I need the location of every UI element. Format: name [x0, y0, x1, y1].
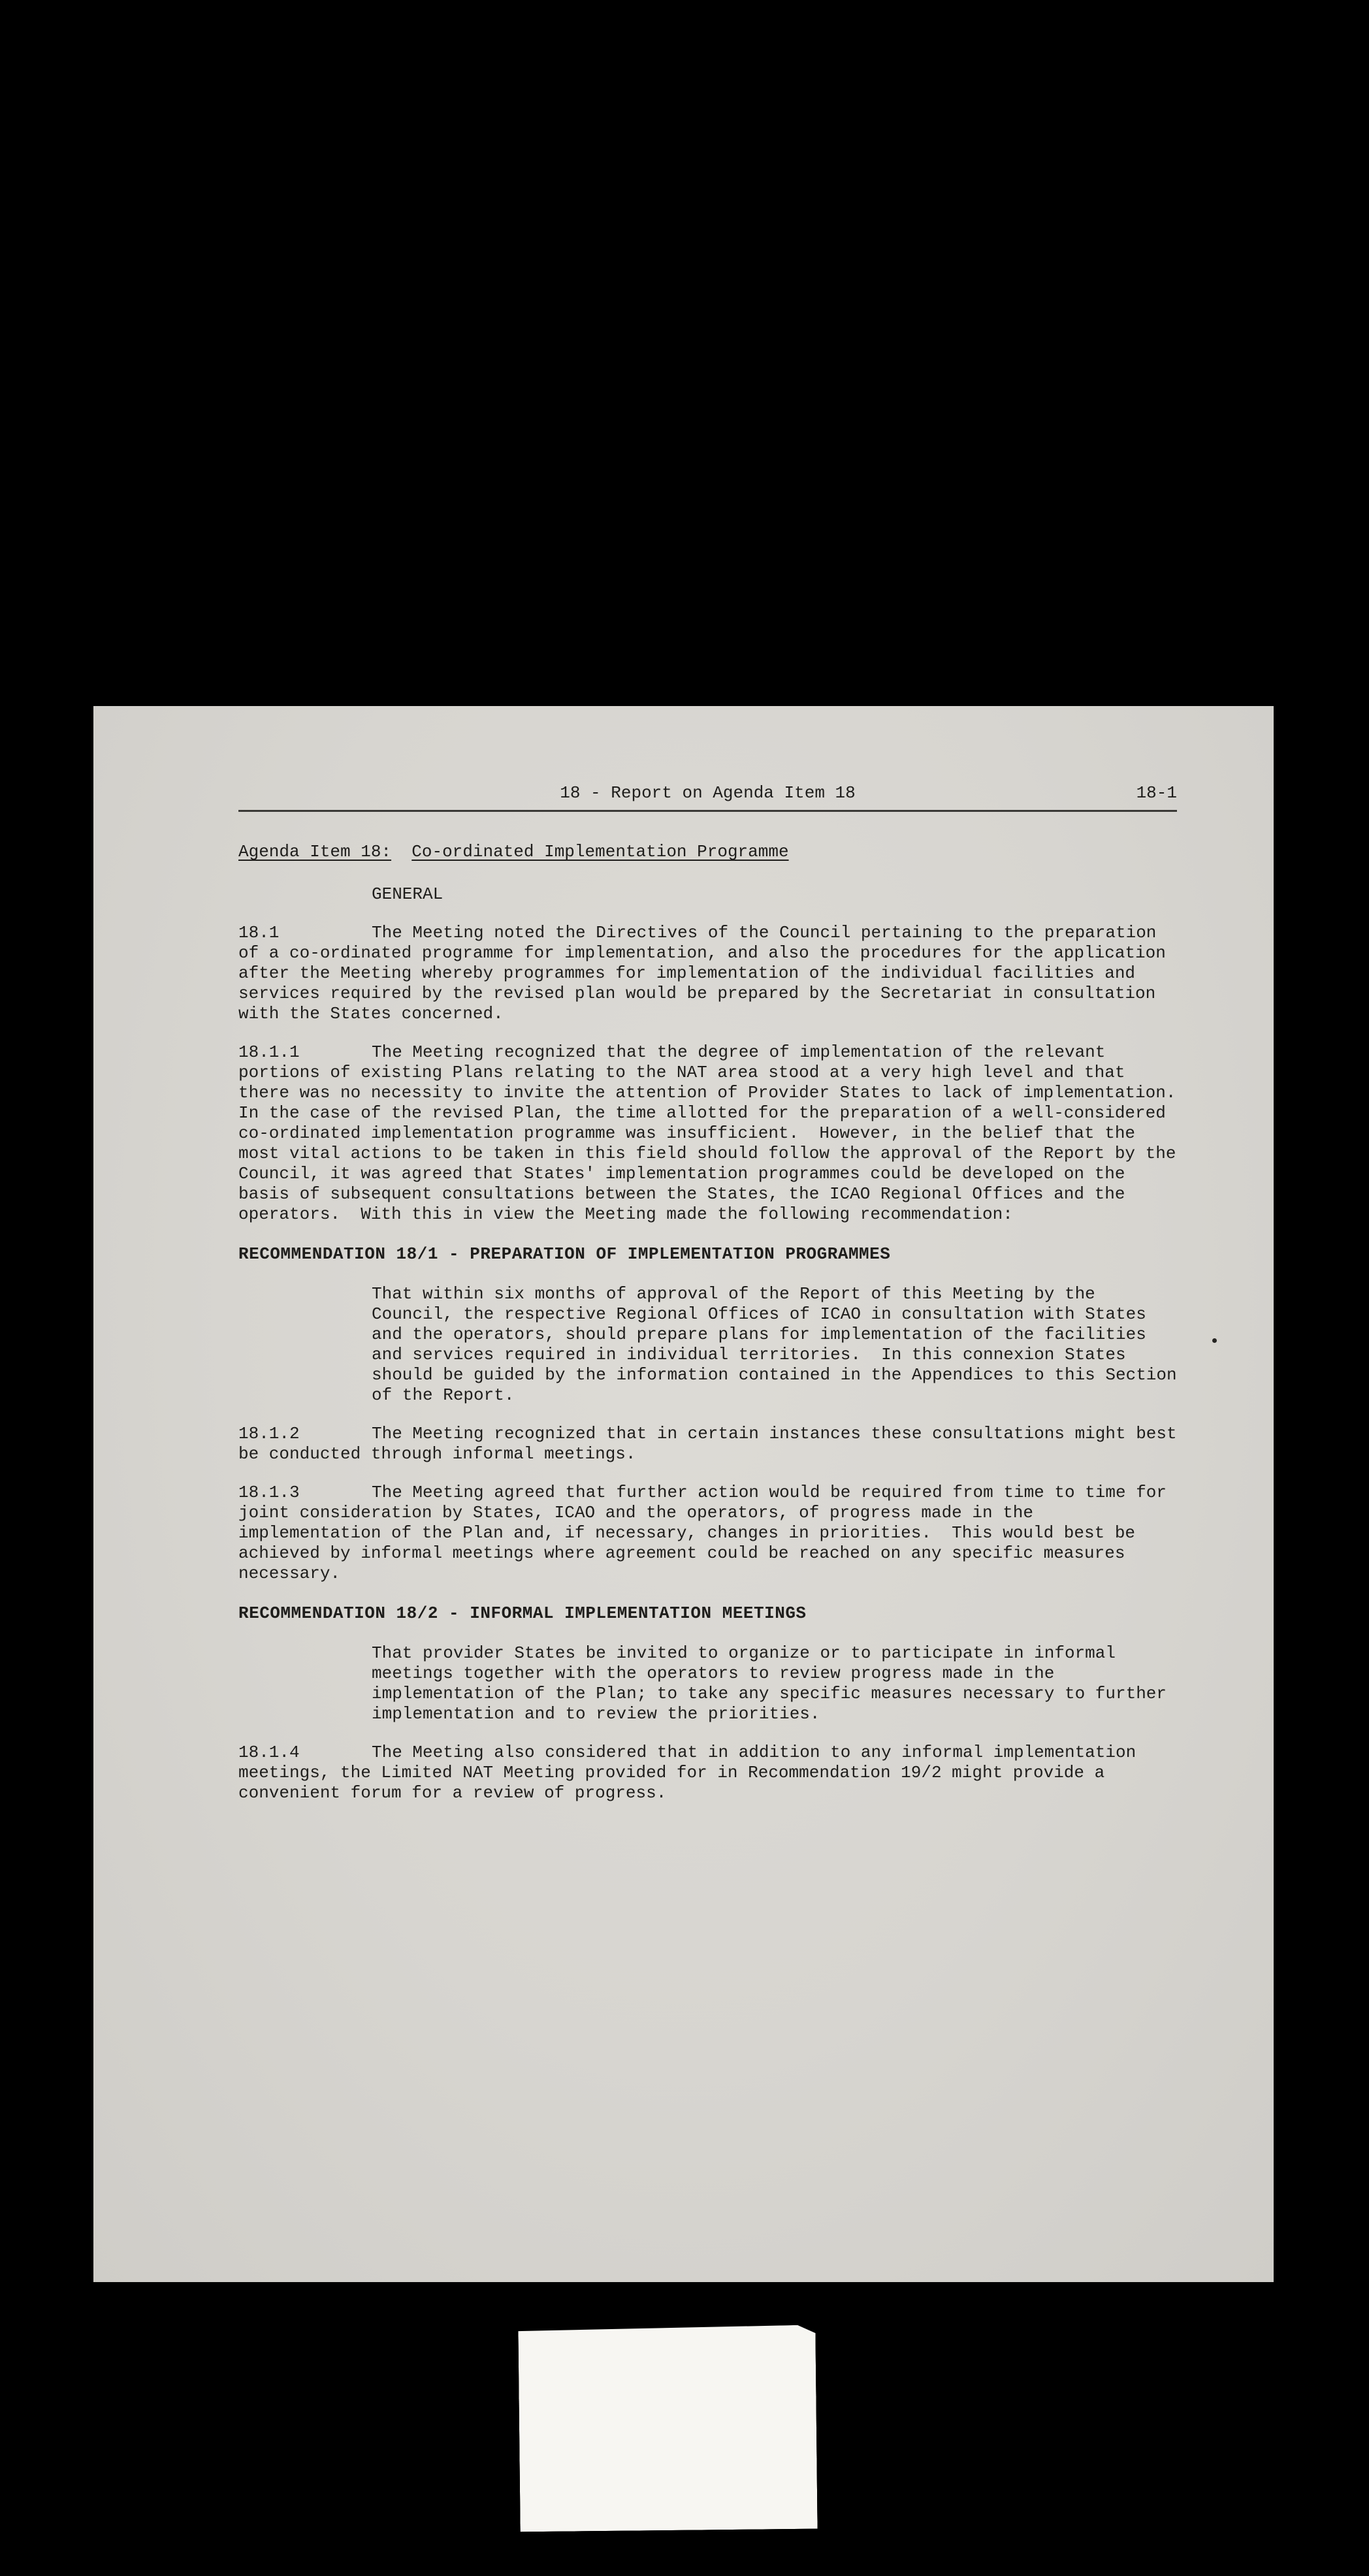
- paragraph-18-1-4: [238, 1743, 1177, 1803]
- page-header: [238, 783, 1177, 803]
- recommendation-18-1-heading: RECOMMENDATION 18/1 - PREPARATION OF IMPLEMENTATION PROGRAMMES: [238, 1244, 891, 1264]
- paragraph-18-1: [238, 923, 1177, 1024]
- recommendation-18-2-body: That provider States be invited to organize or to participate in informal meetings together with the operators to review progress made in the implementation of the Plan; to take any specific measures necessary to further implementation and to review the priorities.: [372, 1643, 1177, 1724]
- paragraph-text: The Meeting noted the Directives of the Council pertaining to the preparation of a co-ordinated programme for implementation, and also the procedures for the application after the Meeting whereby programmes for implementation of the individual facilities and services required by the revised plan would be prepared by the Secretariat in consultation with the States concerned.: [238, 923, 1176, 1023]
- paragraph-text: The Meeting also considered that in addition to any informal implementation meetings, the Limited NAT Meeting provided for in Recommendation 19/2 might provide a convenient forum for a review of progress.: [238, 1743, 1146, 1803]
- paragraph-text: The Meeting recognized that in certain instances these consultations might best be conducted through informal meetings.: [238, 1424, 1187, 1464]
- agenda-item-title: Co-ordinated Implementation Programme: [411, 842, 789, 861]
- header-rule: [238, 810, 1177, 812]
- paragraph-text: The Meeting agreed that further action would be required from time to time for joint consideration by States, ICAO and the operators, of progress made in the implementation of the Plan and, if necessary, changes in priorities. This would best be achieved by informal meetings where agreement could be reached on any specific measures necessary.: [238, 1483, 1177, 1583]
- recommendation-18-1-body: That within six months of approval of the Report of this Meeting by the Council, the respective Regional Offices of ICAO in consultation with States and the operators, should prepare plans for implementation of the facilities and services required in individual territories. In this connexion States should be guided by the information contained in the Appendices to this Section of the Report.: [372, 1284, 1187, 1405]
- page-number: 18-1: [1136, 783, 1177, 803]
- paragraph-18-1-1: [238, 1042, 1197, 1225]
- agenda-item-heading: [238, 842, 1177, 862]
- scan-speck: [1212, 1338, 1217, 1343]
- paragraph-number: 18.1.4: [238, 1743, 300, 1762]
- section-label-general: GENERAL: [372, 884, 443, 904]
- paragraph-number: 18.1.1: [238, 1042, 300, 1062]
- agenda-item-label: Agenda Item 18:: [238, 842, 392, 861]
- paragraph-number: 18.1.2: [238, 1424, 300, 1443]
- paragraph-text: The Meeting recognized that the degree of implementation of the relevant portions of existing Plans relating to the NAT area stood at a very high level and that there was no necessity to invite the attention of Provider States to lack of implementation. In the case of the revised Plan, the time allotted for the preparation of a well-considered co-ordinated implementation programme was insufficient. However, in the belief that the most vital actions to be taken in this field should follow the approval of the Report by the Council, it was agreed that States' implementation programmes could be developed on the basis of subsequent consultations between the States, the ICAO Regional Offices and the operators. With this in view the Meeting made the following recommendation:: [238, 1042, 1197, 1224]
- document-page: [93, 706, 1274, 2282]
- paragraph-number: 18.1: [238, 923, 280, 942]
- scan-artifact-card: [518, 2325, 817, 2532]
- paragraph-18-1-2: [238, 1424, 1187, 1464]
- paragraph-18-1-3: [238, 1483, 1177, 1584]
- heading-gap: [391, 842, 411, 861]
- paragraph-number: 18.1.3: [238, 1483, 300, 1502]
- running-title: 18 - Report on Agenda Item 18: [560, 783, 856, 803]
- recommendation-18-2-heading: RECOMMENDATION 18/2 - INFORMAL IMPLEMENTATION MEETINGS: [238, 1603, 807, 1623]
